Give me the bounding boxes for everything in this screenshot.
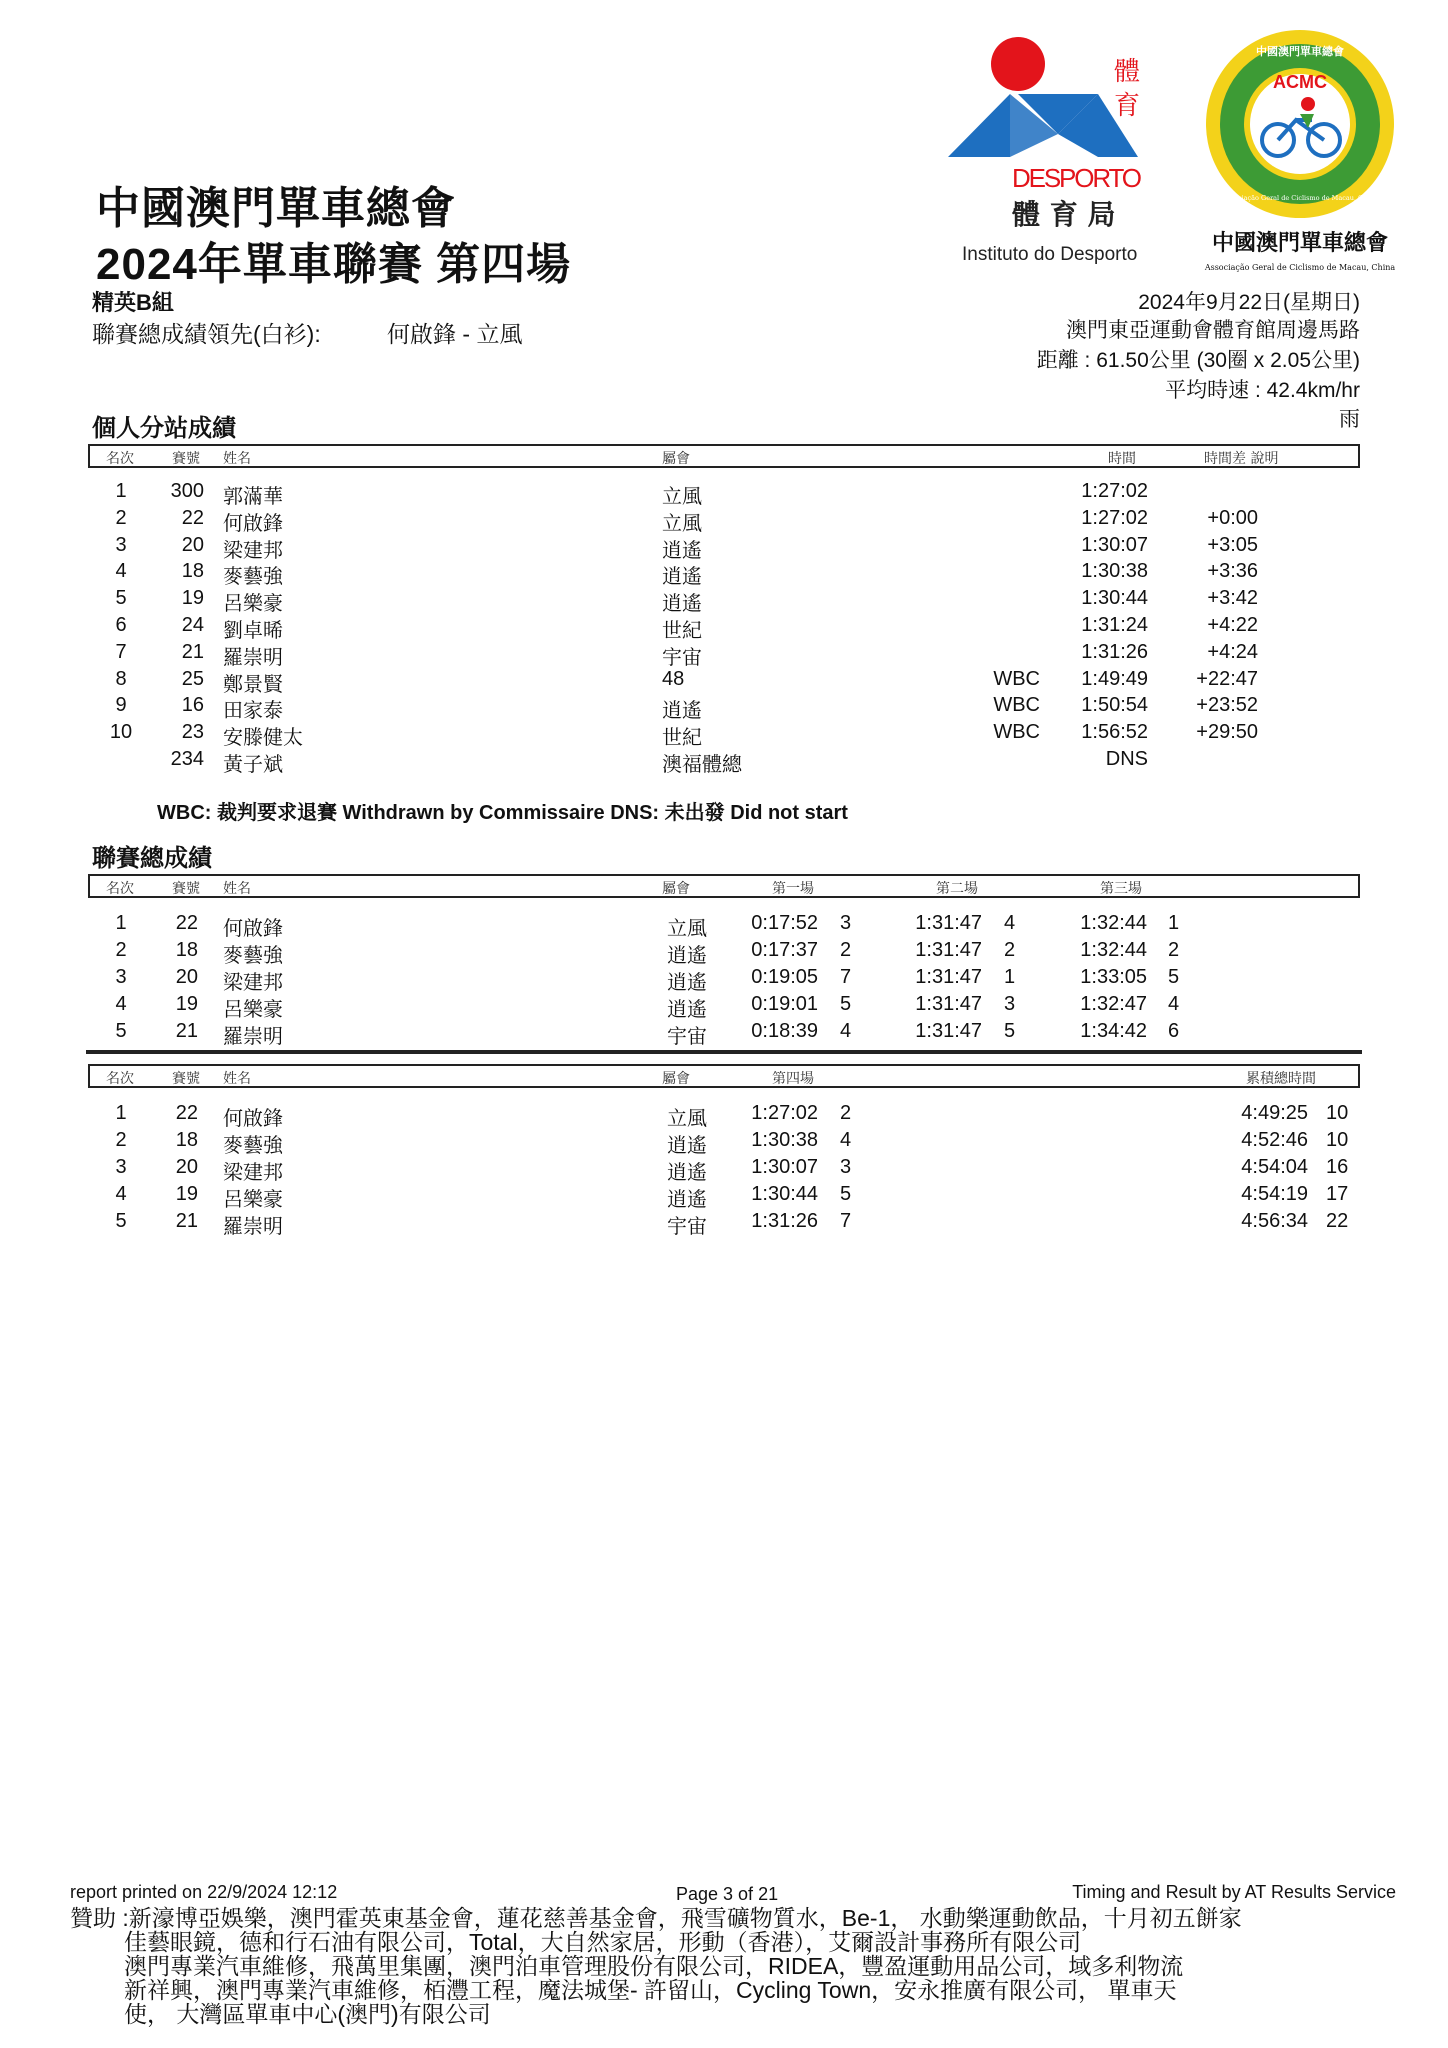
cell-t2: 1:31:47 [915,939,982,961]
cell-rank: 3 [115,966,127,988]
race-date: 2024年9月22日(星期日) [1138,291,1360,314]
table-row [0,668,1448,694]
acmc-ring-top: 中國澳門單車總會 [1256,45,1344,58]
league-results-title: 聯賽總成績 [92,845,212,872]
cell-rank: 3 [115,533,127,556]
cell-note: WBC [993,721,1040,744]
cell-gap: +3:36 [1207,560,1258,583]
cell-t1: 0:19:05 [751,966,818,988]
col-rank: 名次 [106,451,134,467]
cell-gap: +3:05 [1207,533,1258,556]
footer-printed: report printed on 22/9/2024 12:12 [70,1882,338,1902]
leader-name: 何啟鋒 - 立風 [387,321,523,347]
cell-club: 逍遙 [662,700,702,723]
cell-time: DNS [1105,748,1148,770]
cell-bib: 21 [175,1210,198,1232]
col-time: 時間 [1108,451,1136,467]
cell-bib: 18 [175,1129,198,1151]
cell-rank: 9 [115,694,127,717]
sponsor-line: 新祥興，澳門專業汽車維修，栢灃工程，魔法城堡- 許留山，Cycling Town，安永推廣有限公司， 單車天 [124,1977,1177,2003]
sponsor-line: 使， 大灣區單車中心(澳門)有限公司 [124,2001,491,2027]
divider [86,1050,1362,1054]
cell-name: 郭滿華 [223,486,283,508]
cell-bib: 19 [181,587,204,610]
cell-name: 梁建邦 [223,1162,283,1184]
cell-p4: 7 [840,1210,852,1232]
cell-name: 何啟鋒 [223,512,283,535]
cell-time: 1:31:26 [1081,640,1148,663]
table-row [0,587,1448,616]
cell-name: 麥藝強 [223,1135,283,1157]
cell-bib: 21 [181,640,204,663]
acmc-name-pt: Associação Geral de Ciclismo de Macau, China [1204,263,1396,272]
league-header-b [88,1064,1360,1088]
cell-bib: 23 [181,721,204,744]
stage-results-title: 個人分站成績 [92,415,236,442]
cell-t3: 1:33:05 [1080,966,1147,988]
cell-bib: 300 [170,480,204,502]
cell-t2: 1:31:47 [915,993,982,1015]
table-row [0,748,1448,774]
cell-bib: 21 [175,1020,198,1042]
cell-rank: 1 [115,480,127,502]
cell-name: 梁建邦 [223,539,283,562]
sponsor-line: 澳門專業汽車維修，飛萬里集團，澳門泊車管理股份有限公司，RIDEA，豐盈運動用品公司，域多利物流 [124,1953,1184,1979]
col-rank: 名次 [106,1071,134,1087]
cell-t4: 1:30:44 [751,1183,818,1205]
cell-total: 4:49:25 [1241,1102,1308,1124]
cell-p3: 5 [1168,966,1180,988]
sponsor-line: 佳藝眼鏡，德和行石油有限公司，Total，大自然家居，形動（香港），艾爾設計事務所有限公司 [124,1929,1082,1955]
table-row [0,993,1448,1019]
cell-t2: 1:31:47 [915,912,982,934]
race-weather: 雨 [1339,408,1360,431]
col-club: 屬會 [662,1071,690,1087]
cell-rank: 10 [109,721,133,744]
cell-club: 宇宙 [667,1026,707,1048]
cell-club: 澳福體總 [662,754,742,776]
col-round1: 第一場 [772,881,814,897]
cell-p4: 2 [840,1102,852,1124]
col-bib: 賽號 [172,1071,200,1087]
cell-t2: 1:31:47 [915,966,982,988]
cell-club: 逍遙 [667,972,707,994]
cell-pts: 10 [1326,1102,1349,1124]
cell-rank: 2 [115,1129,127,1151]
cell-club: 48 [662,667,685,690]
cell-club: 逍遙 [662,539,702,562]
table-row [0,1102,1448,1128]
cell-p2: 4 [1004,912,1016,934]
cell-bib: 24 [181,614,204,636]
table-row [0,939,1448,965]
table-row [0,1129,1448,1155]
cell-club: 立風 [662,486,702,508]
cell-rank: 5 [115,587,127,610]
cell-t3: 1:32:47 [1080,993,1147,1015]
cell-p3: 6 [1168,1020,1180,1042]
footer-page: Page 3 of 21 [676,1884,779,1904]
table-row [0,912,1448,938]
cell-t4: 1:30:38 [751,1129,818,1151]
col-club: 屬會 [662,451,690,467]
col-round2: 第二場 [936,881,978,897]
col-club: 屬會 [662,881,690,897]
cell-name: 羅崇明 [223,1216,283,1238]
cell-bib: 25 [181,667,204,690]
cell-time: 1:49:49 [1081,667,1148,690]
cell-time: 1:31:24 [1081,614,1148,636]
cell-time: 1:56:52 [1081,721,1148,744]
cell-club: 宇宙 [667,1216,707,1238]
table-row [0,966,1448,992]
cell-club: 逍遙 [667,999,707,1021]
cell-rank: 1 [115,1102,127,1124]
cell-total: 4:56:34 [1241,1210,1308,1232]
race-avg-speed: 平均時速 : 42.4km/hr [1165,379,1360,402]
cell-p2: 1 [1004,966,1016,988]
cell-pts: 10 [1326,1129,1349,1151]
cell-t4: 1:31:26 [751,1210,818,1232]
col-total: 累積總時間 [1246,1071,1316,1087]
cell-rank: 6 [115,614,127,636]
cell-p3: 4 [1168,993,1180,1015]
cell-bib: 234 [170,748,204,770]
cell-time: 1:27:02 [1081,480,1148,502]
col-round4: 第四場 [772,1071,814,1087]
cell-t1: 0:18:39 [751,1020,818,1042]
cell-rank: 4 [115,993,127,1015]
col-gap-note: 時間差 說明 [1204,451,1279,467]
race-distance: 距離 : 61.50公里 (30圈 x 2.05公里) [1036,349,1360,372]
cell-name: 何啟鋒 [223,918,283,940]
cell-gap: +4:24 [1207,640,1258,663]
cell-p1: 5 [840,993,852,1015]
cell-p1: 7 [840,966,852,988]
cell-p4: 4 [840,1129,852,1151]
desporto-side-char-2: 育 [1114,91,1141,121]
cell-p3: 1 [1168,912,1180,934]
cell-total: 4:54:19 [1241,1183,1308,1205]
cell-gap: +4:22 [1207,614,1258,636]
table-row [0,534,1448,560]
cell-rank: 7 [115,640,127,663]
sponsor-block [70,1906,1242,2026]
cell-p3: 2 [1168,939,1180,961]
cell-name: 劉卓晞 [223,620,283,642]
cell-bib: 22 [175,912,198,934]
cell-p2: 5 [1004,1020,1016,1042]
cell-t3: 1:32:44 [1080,912,1147,934]
cell-p2: 2 [1004,939,1016,961]
cell-rank: 4 [115,1183,127,1205]
desporto-logo-graphic [948,32,1154,272]
cell-bib: 22 [181,506,204,529]
cell-club: 逍遙 [662,593,702,616]
cell-bib: 22 [175,1102,198,1124]
cell-club: 世紀 [662,727,702,750]
cell-t3: 1:32:44 [1080,939,1147,961]
cell-rank: 2 [115,939,127,961]
cell-p1: 3 [840,912,852,934]
cell-rank: 5 [115,1210,127,1232]
cell-time: 1:50:54 [1081,694,1148,717]
cell-name: 鄭景賢 [223,673,283,696]
table-row [0,641,1448,667]
desporto-side-char-1: 體 [1114,57,1141,87]
cell-name: 羅崇明 [223,646,283,669]
table-row [0,560,1448,589]
cell-time: 1:27:02 [1081,506,1148,529]
cell-bib: 19 [175,993,198,1015]
cell-total: 4:54:04 [1241,1156,1308,1178]
cell-name: 羅崇明 [223,1026,283,1048]
cell-p4: 5 [840,1183,852,1205]
cell-bib: 20 [175,1156,198,1178]
cell-bib: 19 [175,1183,198,1205]
cell-t2: 1:31:47 [915,1020,982,1042]
cell-bib: 18 [175,939,198,961]
table-row [0,1156,1448,1182]
cell-p1: 2 [840,939,852,961]
table-row [0,1210,1448,1236]
league-header-a [88,874,1360,898]
cell-rank: 5 [115,1020,127,1042]
cell-time: 1:30:07 [1081,533,1148,556]
cell-gap: +3:42 [1207,587,1258,610]
cell-club: 逍遙 [667,945,707,967]
cell-name: 呂樂豪 [223,999,283,1021]
cell-t3: 1:34:42 [1080,1020,1147,1042]
col-bib: 賽號 [172,451,200,467]
cell-time: 1:30:38 [1081,560,1148,583]
cell-rank: 1 [115,912,127,934]
cell-gap: +29:50 [1196,721,1258,744]
desporto-wordmark: DESPORTO [1012,163,1142,193]
acmc-name-zh: 中國澳門單車總會 [1211,230,1389,256]
footer-service: Timing and Result by AT Results Service [1072,1882,1396,1902]
cell-club: 立風 [662,512,702,535]
cell-rank: 4 [115,560,127,583]
table-row [0,694,1448,723]
cell-bib: 16 [181,694,204,717]
cell-t4: 1:27:02 [751,1102,818,1124]
table-row [0,507,1448,533]
race-venue: 澳門東亞運動會體育館周邊馬路 [1066,319,1360,342]
cell-p4: 3 [840,1156,852,1178]
col-name: 姓名 [223,1071,251,1087]
table-row [0,721,1448,750]
cell-t4: 1:30:07 [751,1156,818,1178]
cell-club: 立風 [667,1108,707,1130]
stage-results-header [88,444,1360,468]
cell-club: 立風 [667,918,707,940]
cell-name: 梁建邦 [223,972,283,994]
cell-club: 宇宙 [662,646,702,669]
table-row [0,1020,1448,1046]
desporto-name-zh: 體 育 局 [1012,198,1116,231]
cell-name: 呂樂豪 [223,1189,283,1211]
cell-t1: 0:17:37 [751,939,818,961]
cell-bib: 18 [181,560,204,583]
table-row [0,480,1448,506]
cell-name: 田家泰 [223,700,283,723]
cell-bib: 20 [175,966,198,988]
cell-club: 世紀 [662,620,702,642]
leader-label: 聯賽總成績領先(白衫): [92,321,321,347]
cell-rank: 2 [115,506,127,529]
cell-name: 黃子斌 [223,754,283,776]
cell-pts: 17 [1326,1183,1349,1205]
cell-note: WBC [993,694,1040,717]
cell-time: 1:30:44 [1081,587,1148,610]
page-title: 中國澳門單車總會 [96,184,456,233]
cell-name: 安滕健太 [223,727,303,750]
table-row [0,614,1448,640]
desporto-name-pt: Instituto do Desporto [962,244,1138,265]
cell-p2: 3 [1004,993,1016,1015]
category-label: 精英B組 [92,290,174,315]
cell-rank: 8 [115,667,127,690]
cell-name: 何啟鋒 [223,1108,283,1130]
acmc-logo-graphic [1196,28,1404,278]
cell-pts: 22 [1326,1210,1349,1232]
acmc-ring-bottom: Associação Geral de Ciclismo de Macau, China [1222,194,1378,202]
cell-name: 麥藝強 [223,945,283,967]
cell-club: 逍遙 [662,566,702,589]
legend: WBC: 裁判要求退賽 Withdrawn by Commissaire DNS: 未出發 Did not start [157,802,848,824]
cell-note: WBC [993,667,1040,690]
cell-gap: +23:52 [1196,694,1258,717]
cell-gap: +0:00 [1207,506,1258,529]
desporto-logo [948,32,1154,272]
acmc-logo [1196,28,1404,278]
col-bib: 賽號 [172,881,200,897]
cell-name: 麥藝強 [223,566,283,589]
cell-gap: +22:47 [1196,667,1258,690]
col-name: 姓名 [223,451,251,467]
cell-club: 逍遙 [667,1162,707,1184]
cell-name: 呂樂豪 [223,593,283,616]
acmc-badge-text: ACMC [1273,72,1327,92]
cell-bib: 20 [181,533,204,556]
cell-club: 逍遙 [667,1189,707,1211]
event-title: 2024年單車聯賽 第四場 [96,240,572,289]
col-rank: 名次 [106,881,134,897]
col-round3: 第三場 [1100,881,1142,897]
cell-club: 逍遙 [667,1135,707,1157]
cell-t1: 0:17:52 [751,912,818,934]
cell-p1: 4 [840,1020,852,1042]
cell-t1: 0:19:01 [751,993,818,1015]
cell-total: 4:52:46 [1241,1129,1308,1151]
col-name: 姓名 [223,881,251,897]
cell-rank: 3 [115,1156,127,1178]
cell-pts: 16 [1326,1156,1349,1178]
table-row [0,1183,1448,1209]
sponsor-line: 贊助 :新濠博亞娛樂，澳門霍英東基金會，蓮花慈善基金會，飛雪礦物質水，Be-1， 水動樂運動飲品，十月初五餅家 [70,1905,1242,1931]
